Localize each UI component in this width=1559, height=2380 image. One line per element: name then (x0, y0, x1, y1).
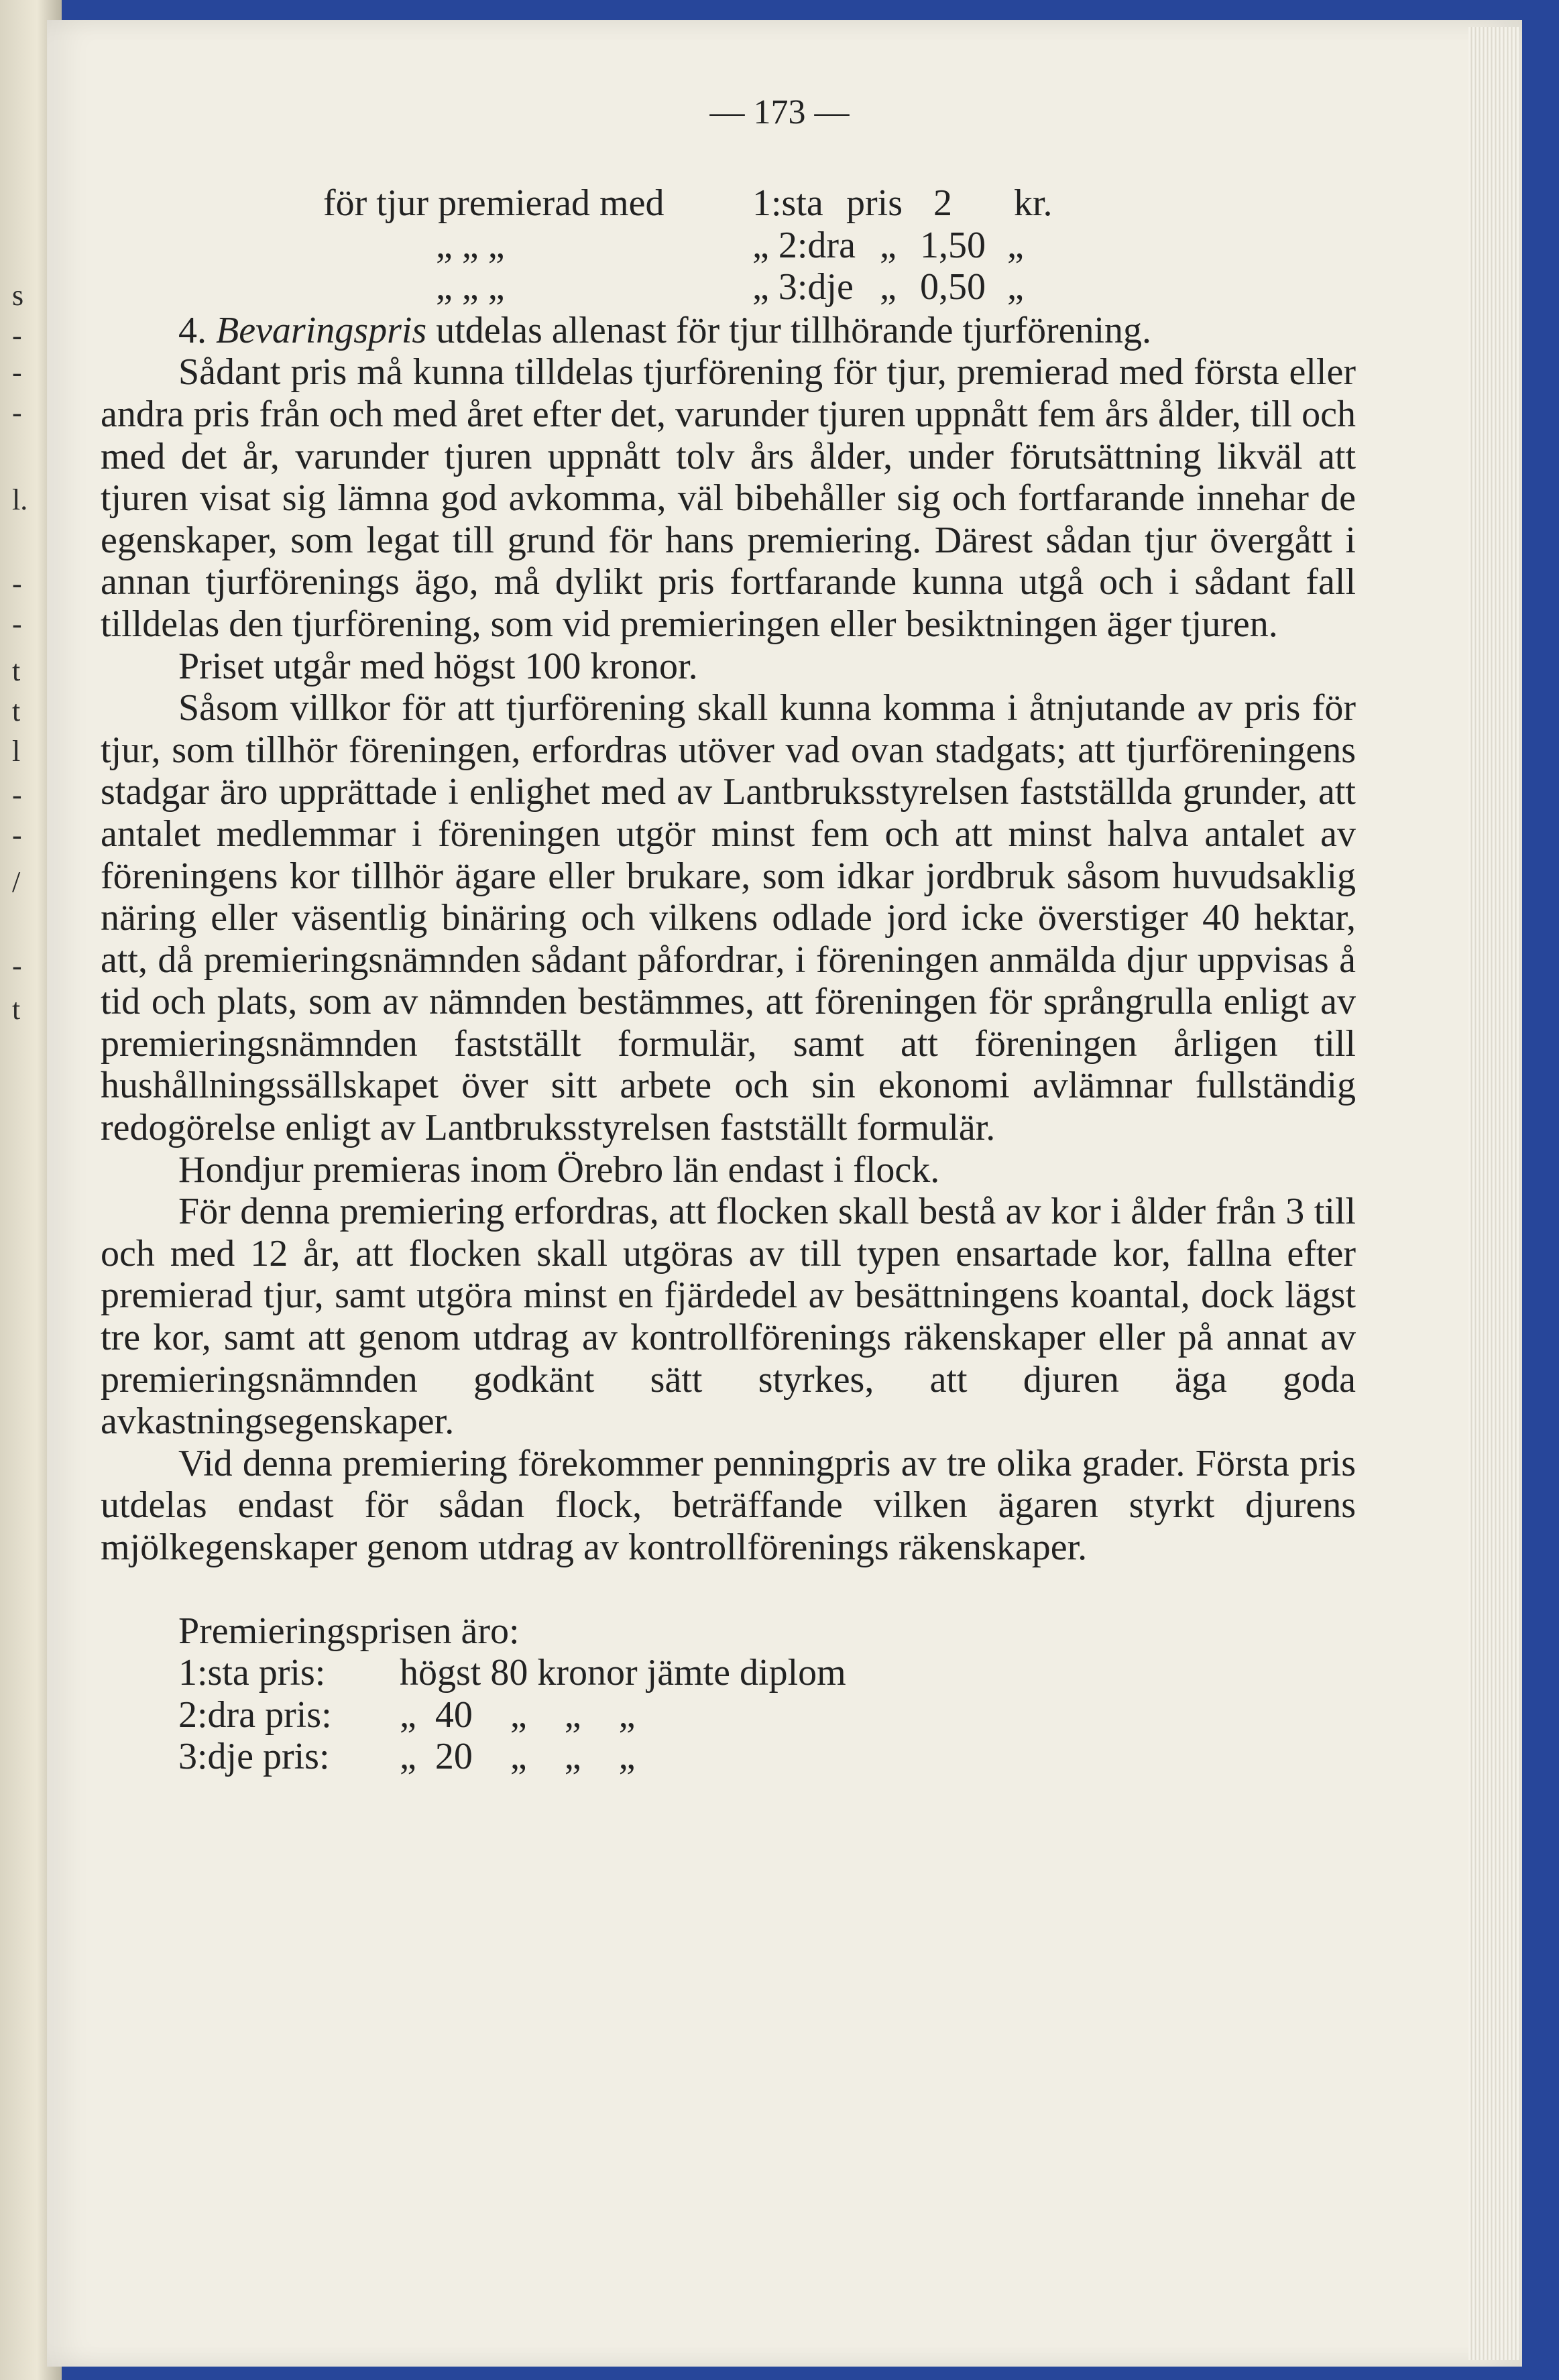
prize-row-desc: „ „ „ (436, 266, 505, 308)
page-number: — 173 — (709, 93, 850, 131)
page-stack-edge (1468, 27, 1519, 2360)
paragraph-number: 4. (178, 309, 216, 351)
prize-row-amount: 2 (933, 182, 952, 224)
prize-row-amount: 0,50 (920, 266, 986, 308)
prize-list-label: 1:sta pris: (178, 1652, 326, 1694)
prize-row-desc: „ „ „ (436, 224, 505, 266)
paragraph-text: utdelas allenast för tjur tillhörande tjurförening. (426, 309, 1152, 351)
edge-fragment: t (12, 695, 21, 727)
prize-row-pris: „ (880, 266, 897, 308)
prize-list-heading: Premieringsprisen äro: (178, 1610, 520, 1652)
edge-fragment: / (12, 866, 21, 898)
prize-row-rank: 1:sta (752, 182, 823, 224)
prize-row-rank: „ 3:dje (752, 266, 854, 308)
paragraph: Hondjur premieras inom Örebro län endast i flock. (178, 1148, 940, 1191)
edge-fragment: - (12, 819, 22, 851)
paragraph-bevaringspris (101, 310, 1356, 352)
prize-row (101, 266, 1356, 308)
prize-row-desc: för tjur premierad med (323, 182, 665, 224)
paragraph: Vid denna premiering förekommer penningpris av tre olika grader. Första pris utdelas endast för sådan flock, beträffande vilken ägaren styrkt djurens mjölkegenskaper genom utdrag av kontrollförenings räkenskaper. (101, 1442, 1356, 1568)
prize-row-rank: „ 2:dra (752, 224, 856, 266)
prize-row-pris: „ (880, 224, 897, 266)
paragraph: Sådant pris må kunna tilldelas tjurförening för tjur, premierad med första eller andra pris från och med året efter det, varunder tjuren uppnått fem års ålder, till och med det år, varunder tjuren uppnått tolv års ålder, under förutsättning likväl att tjuren visat sig lämna god avkomma, väl bibehåller sig och fortfarande innehar de egenskaper, som legat till grund för hans premiering. Därest sådan tjur övergått i annan tjurförenings ägo, må dylikt pris fortfarande kunna utgå och i sådant fall tilldelas den tjurförening, som vid premieringen eller besiktningen äger tjuren. (101, 351, 1356, 645)
edge-fragment: t (12, 993, 21, 1026)
page-body (101, 182, 1356, 1778)
prize-row-unit: kr. (1014, 182, 1053, 224)
edge-fragment: - (12, 396, 22, 429)
edge-fragment: - (12, 567, 22, 600)
emphasis-term: Bevaringspris (216, 309, 427, 351)
prize-list-item (101, 1652, 1356, 1694)
prize-list-value: „ 20 „ „ „ (400, 1736, 636, 1778)
edge-fragment: - (12, 949, 22, 982)
prize-list-value: „ 40 „ „ „ (400, 1693, 636, 1736)
edge-fragment: s (12, 279, 24, 312)
paragraph: Såsom villkor för att tjurförening skall kunna komma i åtnjutande av pris för tjur, som tillhör föreningen, erfordras utöver vad ovan stadgats; att tjurföreningens stadgar äro upprättade i enlighet med av Lantbruksstyrelsen fastställda grunder, att antalet medlemmar i föreningen utgör minst fem och att minst halva antalet av föreningens kor tillhör ägare eller brukare, som idkar jordbruk såsom huvudsaklig näring eller väsentlig binäring och vilkens odlade jord icke överstiger 40 hektar, att, då premieringsnämnden sådant påfordrar, i föreningen anmälda djur uppvisas å tid och plats, som av nämnden bestämmes, att föreningen för språngrulla enligt av premieringsnämnden fastställt formulär, samt att föreningen årligen till hushållningssällskapet över sitt arbete och sin ekonomi avlämnar fullständig redogörelse enligt av Lantbruksstyrelsen fastställt formulär. (101, 687, 1356, 1149)
prize-list-label: 2:dra pris: (178, 1693, 332, 1736)
paragraph: För denna premiering erfordras, att flocken skall bestå av kor i ålder från 3 till och med 12 år, att flocken skall utgöras av till typen ensartade kor, fallna efter premierad tjur, samt utgöra minst en fjärdedel av besättningens koantal, dock lägst tre kor, samt att genom utdrag av kontrollförenings räkenskaper eller på annat av premieringsnämnden godkänt sätt styrkes, att djuren äga goda avkastningsegenskaper. (101, 1191, 1356, 1443)
prize-row-pris: pris (846, 182, 903, 224)
edge-fragment: l (12, 735, 21, 768)
prize-list-label: 3:dje pris: (178, 1736, 330, 1778)
prize-row (101, 182, 1356, 225)
prize-row-unit: „ (1007, 224, 1024, 266)
edge-fragment: - (12, 356, 22, 389)
prize-list-value: högst 80 kronor jämte diplom (400, 1652, 846, 1694)
edge-fragment: - (12, 319, 22, 352)
prize-row-amount: 1,50 (920, 224, 986, 266)
edge-fragment: - (12, 607, 22, 640)
edge-fragment: l. (12, 483, 28, 516)
edge-fragment: - (12, 778, 22, 811)
edge-fragment: t (12, 654, 21, 687)
spacer (101, 1569, 1356, 1610)
prize-list-item (101, 1694, 1356, 1736)
prize-row (101, 225, 1356, 267)
prize-row-unit: „ (1007, 266, 1024, 308)
paragraph: Priset utgår med högst 100 kronor. (178, 645, 698, 687)
prize-list-item (101, 1736, 1356, 1778)
